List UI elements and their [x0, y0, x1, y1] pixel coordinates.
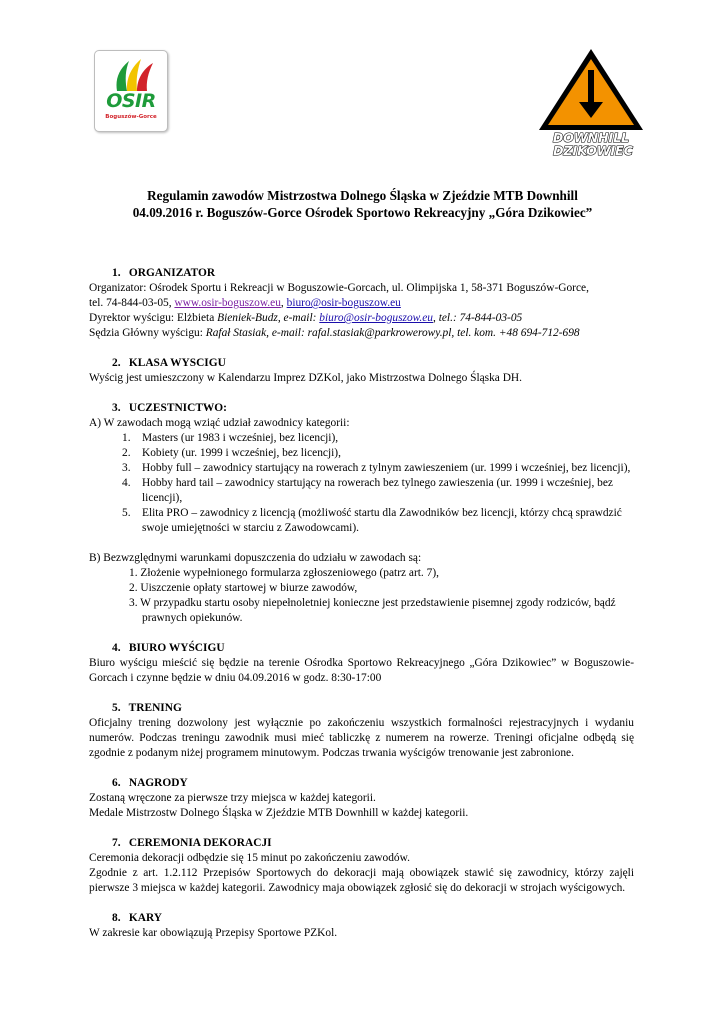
section-title: BIURO WYŚCIGU: [128, 642, 225, 654]
list-number: 2.: [122, 447, 131, 459]
race-director-line: [89, 311, 634, 326]
list-text: Hobby full – zawodnicy startujący na rowerach z tylnym zawieszeniem (ur. 1999 i wcześniej, bez licencji),: [142, 462, 631, 474]
list-item: [89, 431, 634, 446]
list-item: 1. Złożenie wypełnionego formularza zgłoszeniowego (patrz art. 7),: [129, 567, 439, 579]
race-director-label: Dyrektor wyścigu: Elżbieta: [89, 312, 218, 324]
osir-flame-icon: [95, 53, 167, 95]
prizes-line-1: Zostaną wręczone za pierwsze trzy miejsca w każdej kategorii.: [89, 792, 376, 804]
chief-judge-label: Sędzia Główny wyścigu:: [89, 327, 206, 339]
organizer-phone: tel. 74-844-03-05,: [89, 297, 175, 309]
dzikowiec-logo-text: DZIKOWIEC: [553, 143, 633, 158]
document-title: [0, 187, 725, 221]
title-line-2: 04.09.2016 r. Boguszów-Gorce Ośrodek Sportowo Rekreacyjny „Góra Dzikowiec”: [132, 205, 593, 220]
list-item: [89, 476, 634, 506]
section-title: TRENING: [128, 702, 182, 714]
section-kary-heading: [112, 911, 634, 926]
list-number: 5.: [122, 507, 131, 519]
prizes-line-2: Medale Mistrzostw Dolnego Śląska w Zjeździe MTB Downhill w każdej kategorii.: [89, 807, 469, 819]
section-number: 2.: [112, 357, 121, 369]
section-number: 3.: [112, 402, 121, 414]
list-item: [89, 461, 634, 476]
section-klasa-heading: [112, 356, 634, 371]
downhill-dzikowiec-logo: [535, 46, 647, 158]
training-text: Oficjalny trening dozwolony jest wyłącznie po zakończeniu wszystkich formalności rejestracyjnych i wydaniu numerów. Podczas treningu zawodnik musi mieć tabliczkę z numerem na rowerze. Treningi oficjalne odbędą się zgodnie z podanym niżej programem minutowym. Podczas trwania wyścigów trenowanie jest zabronione.: [89, 717, 634, 759]
osir-logo: [94, 50, 168, 132]
list-text: Masters (ur 1983 i wcześniej, bez licencji),: [142, 432, 339, 444]
conditions-list: [89, 566, 634, 626]
conditions-intro: B) Bezwzględnymi warunkami dopuszczenia do udziału w zawodach są:: [89, 552, 422, 564]
ceremony-text: Zgodnie z art. 1.2.112 Przepisów Sportowych do dekoracji mają obowiązek stawić się zawodnicy, którzy zajęli pierwsze 3 miejsca w każdej kategorii. Zawodnicy maja obowiązek zgłosić się do dekoracji w strojach wyścigowych.: [89, 867, 634, 894]
list-number: 4.: [122, 477, 131, 489]
section-title: UCZESTNICTWO:: [128, 402, 227, 414]
section-nagrody-heading: [112, 776, 634, 791]
race-director-email-link[interactable]: biuro@osir-boguszow.eu: [319, 312, 434, 324]
section-organizator-heading: [112, 266, 634, 281]
list-text: Elita PRO – zawodnicy z licencją (możliwość startu dla Zawodników bez licencji, którzy chcą sprawdzić swoje umiejętności w starciu z Zawodowcami).: [142, 507, 622, 534]
section-title: NAGRODY: [128, 777, 188, 789]
list-item: 2. Uiszczenie opłaty startowej w biurze zawodów,: [129, 582, 358, 594]
section-uczestnictwo-heading: [112, 401, 634, 416]
list-number: 1.: [122, 432, 131, 444]
section-title: CEREMONIA DEKORACJI: [128, 837, 272, 849]
list-item: [89, 506, 634, 536]
osir-logo-town: Boguszów-Gorce: [105, 114, 157, 120]
section-ceremonia-heading: [112, 836, 634, 851]
section-number: 8.: [112, 912, 121, 924]
organizer-contact-line: [89, 296, 634, 311]
downhill-logo-text: DOWNHILL: [552, 130, 630, 145]
race-director-phone: , tel.: 74-844-03-05: [433, 312, 523, 324]
race-class-text: Wyścig jest umieszczony w Kalendarzu Imprez DZKol, jako Mistrzostwa Dolnego Śląska DH.: [89, 372, 522, 384]
section-number: 1.: [112, 267, 121, 279]
section-title: KLASA WYSCIGU: [128, 357, 226, 369]
section-number: 6.: [112, 777, 121, 789]
categories-intro: A) W zawodach mogą wziąć udział zawodnicy kategorii:: [89, 417, 350, 429]
penalties-text: W zakresie kar obowiązują Przepisy Sportowe PZKol.: [89, 927, 338, 939]
section-biuro-heading: [112, 641, 634, 656]
osir-logo-word: OSIR: [106, 90, 156, 112]
title-line-1: Regulamin zawodów Mistrzostwa Dolnego Śląska w Zjeździe MTB Downhill: [147, 188, 578, 203]
organizer-website-link[interactable]: www.osir-boguszow.eu: [174, 297, 281, 309]
document-body: [89, 266, 634, 941]
section-number: 4.: [112, 642, 121, 654]
section-title: KARY: [128, 912, 162, 924]
organizer-email-link[interactable]: biuro@osir-boguszow.eu: [286, 297, 401, 309]
race-director-name: Bieniek-Budz, e-mail:: [217, 312, 320, 324]
list-item: 3. W przypadku startu osoby niepełnoletniej konieczne jest przedstawienie pisemnej zgody rodziców, bądź prawnych opiekunów.: [129, 597, 616, 624]
section-number: 5.: [112, 702, 121, 714]
list-text: Kobiety (ur. 1999 i wcześniej, bez licencji),: [142, 447, 341, 459]
list-text: Hobby hard tail – zawodnicy startujący na rowerach bez tylnego zawieszenia (ur. 1999 i wcześniej, bez licencji),: [142, 477, 613, 504]
categories-list: [89, 431, 634, 536]
section-trening-heading: [112, 701, 634, 716]
separator: ,: [280, 297, 287, 309]
chief-judge-contact: Rafał Stasiak, e-mail: rafal.stasiak@parkrowerowy.pl, tel. kom. +48 694-712-698: [205, 327, 580, 339]
section-title: ORGANIZATOR: [128, 267, 216, 279]
ceremony-line-1: Ceremonia dekoracji odbędzie się 15 minut po zakończeniu zawodów.: [89, 852, 410, 864]
list-number: 3.: [122, 462, 131, 474]
chief-judge-line: [89, 326, 634, 341]
race-office-text: Biuro wyścigu mieścić się będzie na terenie Ośrodka Sportowo Rekreacyjnego „Góra Dzikowiec” w Boguszowie-Gorcach i czynne będzie w dniu 04.09.2016 w godz. 8:30-17:00: [89, 657, 634, 684]
organizer-line: Organizator: Ośrodek Sportu i Rekreacji w Boguszowie-Gorcach, ul. Olimpijska 1, 58-371 Boguszów-Gorce,: [89, 282, 589, 294]
section-number: 7.: [112, 837, 121, 849]
list-item: [89, 446, 634, 461]
